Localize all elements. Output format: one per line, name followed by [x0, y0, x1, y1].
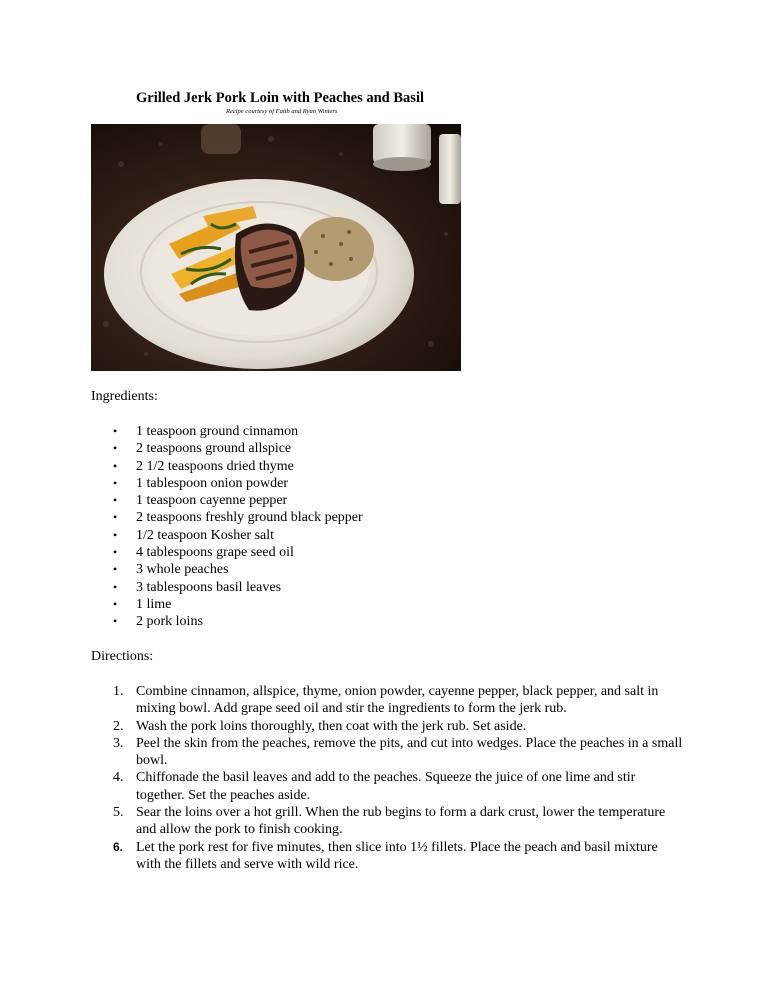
direction-step	[91, 735, 691, 770]
list-item: • 1 lime	[113, 596, 172, 612]
ingredients-list	[91, 423, 363, 631]
step-text: Wash the pork loins thoroughly, then coat with the jerk rub. Set aside.	[136, 718, 527, 734]
step-number: 2.	[113, 718, 124, 734]
bullet-icon: •	[113, 614, 118, 629]
direction-step	[91, 804, 691, 839]
bullet-icon: •	[113, 424, 118, 438]
bullet-icon: •	[113, 579, 118, 594]
bullet-icon: •	[113, 545, 118, 560]
list-item: • 2 pork loins	[113, 614, 203, 630]
direction-step	[91, 683, 691, 718]
step-number: 1.	[113, 684, 124, 699]
bullet-icon: •	[113, 596, 118, 611]
direction-step	[91, 839, 691, 874]
step-text: Chiffonade the basil leaves and add to the peaches. Squeeze the juice of one lime and stir together. Set the peaches aside.	[136, 770, 636, 803]
list-item: • 4 tablespoons grape seed oil	[113, 545, 294, 561]
step-text: Combine cinnamon, allspice, thyme, onion powder, cayenne pepper, black pepper, and salt in mixing bowl. Add grape seed oil and stir the ingredients to form the jerk rub.	[136, 684, 659, 717]
dish-photo	[91, 124, 461, 371]
step-text: Peel the skin from the peaches, remove the pits, and cut into wedges. Place the peaches in a small bowl.	[136, 735, 683, 769]
bullet-icon: •	[113, 475, 118, 490]
step-text: Sear the loins over a hot grill. When the rub begins to form a dark crust, lower the temperature and allow the pork to finish cooking.	[136, 805, 666, 838]
recipe-credit: Recipe courtesy of Faith and Ryan Winters	[226, 108, 338, 115]
bullet-icon: •	[113, 562, 118, 577]
step-text: Let the pork rest for five minutes, then slice into 1½ fillets. Place the peach and basil mixture with the fillets and serve with wild rice.	[136, 839, 658, 872]
ingredients-heading: Ingredients:	[91, 389, 158, 404]
recipe-title: Grilled Jerk Pork Loin with Peaches and Basil	[136, 90, 424, 106]
step-number: 4.	[113, 770, 124, 786]
directions-list	[91, 683, 691, 873]
step-number: 5.	[113, 805, 124, 821]
direction-step	[91, 769, 691, 804]
step-number: 3.	[113, 735, 124, 751]
bullet-icon: •	[113, 510, 118, 525]
list-item: • 1 teaspoon ground cinnamon	[113, 424, 299, 439]
direction-step	[91, 718, 691, 735]
list-item: • 1 teaspoon cayenne pepper	[113, 493, 288, 509]
bullet-icon: •	[113, 458, 118, 473]
list-item: • 2 1/2 teaspoons dried thyme	[113, 458, 294, 474]
bullet-icon: •	[113, 493, 118, 508]
bullet-icon: •	[113, 441, 118, 456]
list-item: • 1/2 teaspoon Kosher salt	[113, 527, 275, 543]
list-item: • 1 tablespoon onion powder	[113, 475, 289, 491]
directions-heading: Directions:	[91, 649, 154, 664]
bullet-icon: •	[113, 527, 118, 542]
list-item: • 2 teaspoons freshly ground black pepper	[113, 510, 363, 526]
list-item: • 3 whole peaches	[113, 562, 229, 578]
list-item: • 3 tablespoons basil leaves	[113, 579, 282, 595]
list-item: • 2 teaspoons ground allspice	[113, 441, 292, 457]
step-number: 6.	[113, 839, 124, 854]
